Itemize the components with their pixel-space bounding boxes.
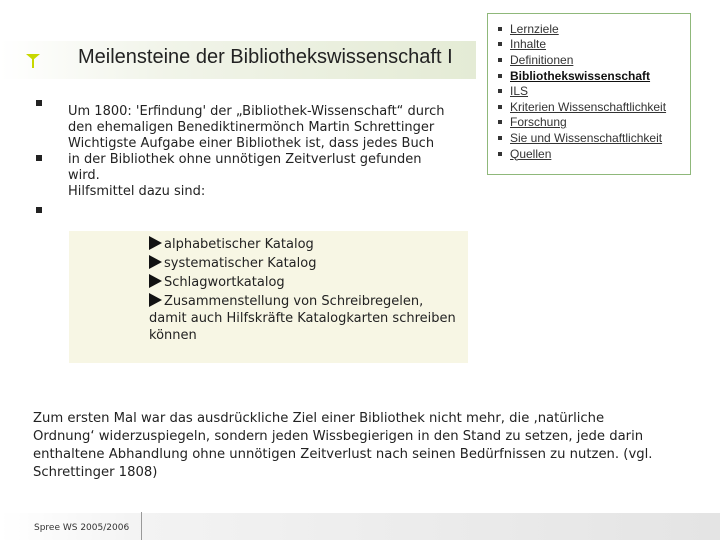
nav-link[interactable]: Lernziele (510, 21, 559, 36)
catalog-item: systematischer Katalog (149, 253, 459, 272)
nav-link[interactable]: Kriterien Wissenschaftlichkeit (510, 99, 667, 114)
bullet-item: Hilfsmittel dazu sind: (68, 184, 206, 199)
slide-title: Meilensteine der Bibliothekswissenschaft I (78, 46, 453, 68)
bullet-icon (498, 58, 502, 62)
navigation-box (487, 13, 691, 175)
bullet-icon (498, 89, 502, 93)
nav-link[interactable]: ILS (510, 84, 529, 99)
bullet-list (68, 104, 448, 200)
bullet-icon (498, 136, 502, 140)
bullet-icon (498, 42, 502, 46)
navigation-list (498, 21, 666, 161)
nav-item-kriterien (498, 99, 666, 115)
bullet-item: Um 1800: 'Erfindung' der „Bibliothek-Wissenschaft“ durch den ehemaligen Benediktinermönch Martin Schrettinger (68, 104, 445, 135)
nav-item-quellen (498, 146, 666, 162)
nav-link[interactable]: Quellen (510, 146, 552, 161)
nav-item-forschung (498, 115, 666, 131)
nav-link[interactable]: Bibliothekswissenschaft (510, 68, 651, 83)
bullet-marker (36, 207, 42, 213)
nav-item-definitionen (498, 52, 666, 68)
bullet-icon (498, 152, 502, 156)
arrow-bullet-icon (149, 274, 162, 288)
nav-item-inhalte (498, 37, 666, 53)
nav-link[interactable]: Definitionen (510, 52, 574, 67)
bullet-icon (498, 120, 502, 124)
arrow-bullet-icon (149, 255, 162, 269)
nav-link[interactable]: Inhalte (510, 37, 547, 52)
bullet-marker (36, 100, 42, 106)
arrow-bullet-icon (149, 236, 162, 250)
nav-item-sie-und-wissenschaftlichkeit (498, 130, 666, 146)
quote-paragraph: Zum ersten Mal war das ausdrückliche Ziel einer Bibliothek nicht mehr, die ‚natürliche Ordnung‘ widerzuspiegeln, sondern jeden Wissbegierigen in den Stand zu setzen, jede darin enthaltene Abhandlung ohne unnötigen Zeitverlust nach seinen Bedürfnissen zu nutzen. (vgl. Schrettinger 1808) (33, 411, 653, 480)
pin-arrow-icon (26, 50, 40, 68)
bullet-icon (498, 74, 502, 78)
nav-item-lernziele (498, 21, 666, 37)
nav-item-bibliothekswissenschaft (498, 68, 666, 84)
catalog-item: Zusammenstellung von Schreibregelen, damit auch Hilfskräfte Katalogkarten schreiben können (149, 294, 456, 343)
catalog-item: Schlagwortkatalog (149, 272, 459, 291)
bullet-icon (498, 27, 502, 31)
bullet-marker (36, 155, 42, 161)
nav-link[interactable]: Sie und Wissenschaftlichkeit (510, 130, 663, 145)
bullet-item: Wichtigste Aufgabe einer Bibliothek ist, dass jedes Buch in der Bibliothek ohne unnötigen Zeitverlust gefunden wird. (68, 136, 435, 183)
nav-item-ils (498, 83, 666, 99)
nav-link[interactable]: Forschung (510, 115, 567, 130)
bullet-icon (498, 105, 502, 109)
catalog-item: alphabetischer Katalog (149, 234, 459, 253)
arrow-bullet-icon (149, 293, 162, 307)
catalog-list (149, 234, 459, 344)
footer-divider (141, 512, 142, 540)
footer-text: Spree WS 2005/2006 (34, 523, 130, 533)
